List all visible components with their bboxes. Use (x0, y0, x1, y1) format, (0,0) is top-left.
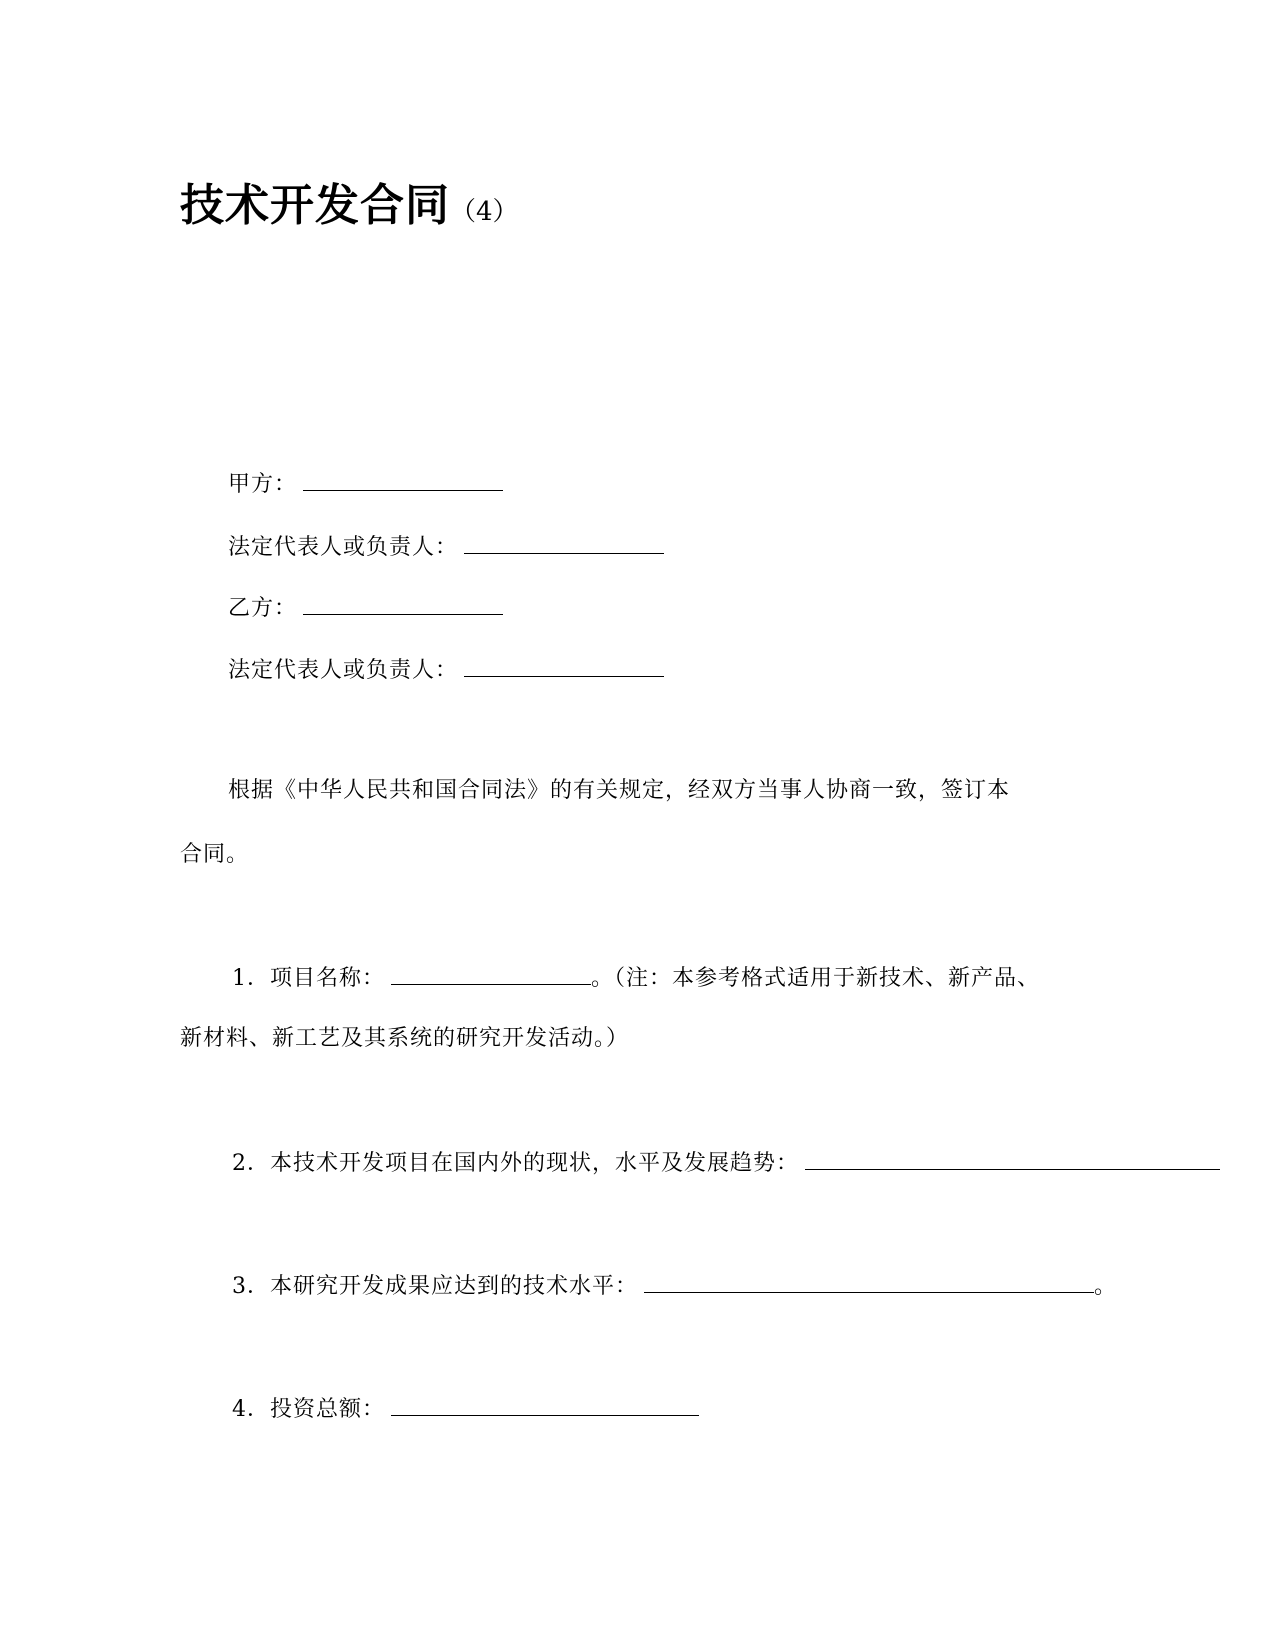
item-3-blank (644, 1270, 1094, 1293)
item-2-label: 2．本技术开发项目在国内外的现状，水平及发展趋势： (232, 1151, 799, 1176)
item-3-line (232, 1270, 1117, 1302)
party-a-rep-label: 法定代表人或负责人： (228, 535, 459, 560)
item-1-note-line-2: 新材料、新工艺及其系统的研究开发活动。） (180, 1026, 630, 1051)
preamble-line-2: 合同。 (180, 842, 250, 867)
preamble-line-1: 根据《中华人民共和国合同法》的有关规定，经双方当事人协商一致，签订本 (228, 778, 1011, 803)
party-b-rep-blank (464, 654, 664, 677)
item-4-blank (391, 1393, 699, 1416)
party-b-rep-label: 法定代表人或负责人： (228, 658, 459, 683)
party-a-rep-blank (464, 531, 664, 554)
party-b-line (228, 592, 503, 624)
party-a-line (228, 468, 503, 500)
title-suffix: （4） (450, 197, 519, 227)
item-4-line (232, 1393, 699, 1425)
party-a-label: 甲方： (228, 472, 298, 497)
item-3-label: 3．本研究开发成果应达到的技术水平： (232, 1274, 638, 1299)
item-1-note: 。（注：本参考格式适用于新技术、新产品、 (591, 966, 1041, 991)
item-3-end: 。 (1094, 1274, 1118, 1299)
party-b-label: 乙方： (228, 596, 298, 621)
item-1-blank (391, 962, 591, 985)
party-a-blank (303, 468, 503, 491)
party-a-rep-line (228, 531, 664, 563)
item-4-label: 4．投资总额： (232, 1397, 385, 1422)
item-2-blank (805, 1147, 1220, 1170)
item-2-line (232, 1147, 1220, 1179)
item-1-label: 1．项目名称： (232, 966, 385, 991)
party-b-rep-line (228, 654, 664, 686)
party-b-blank (303, 592, 503, 615)
item-1-line (232, 962, 1040, 994)
title-main: 技术开发合同 (180, 180, 450, 231)
document-title (180, 176, 519, 245)
